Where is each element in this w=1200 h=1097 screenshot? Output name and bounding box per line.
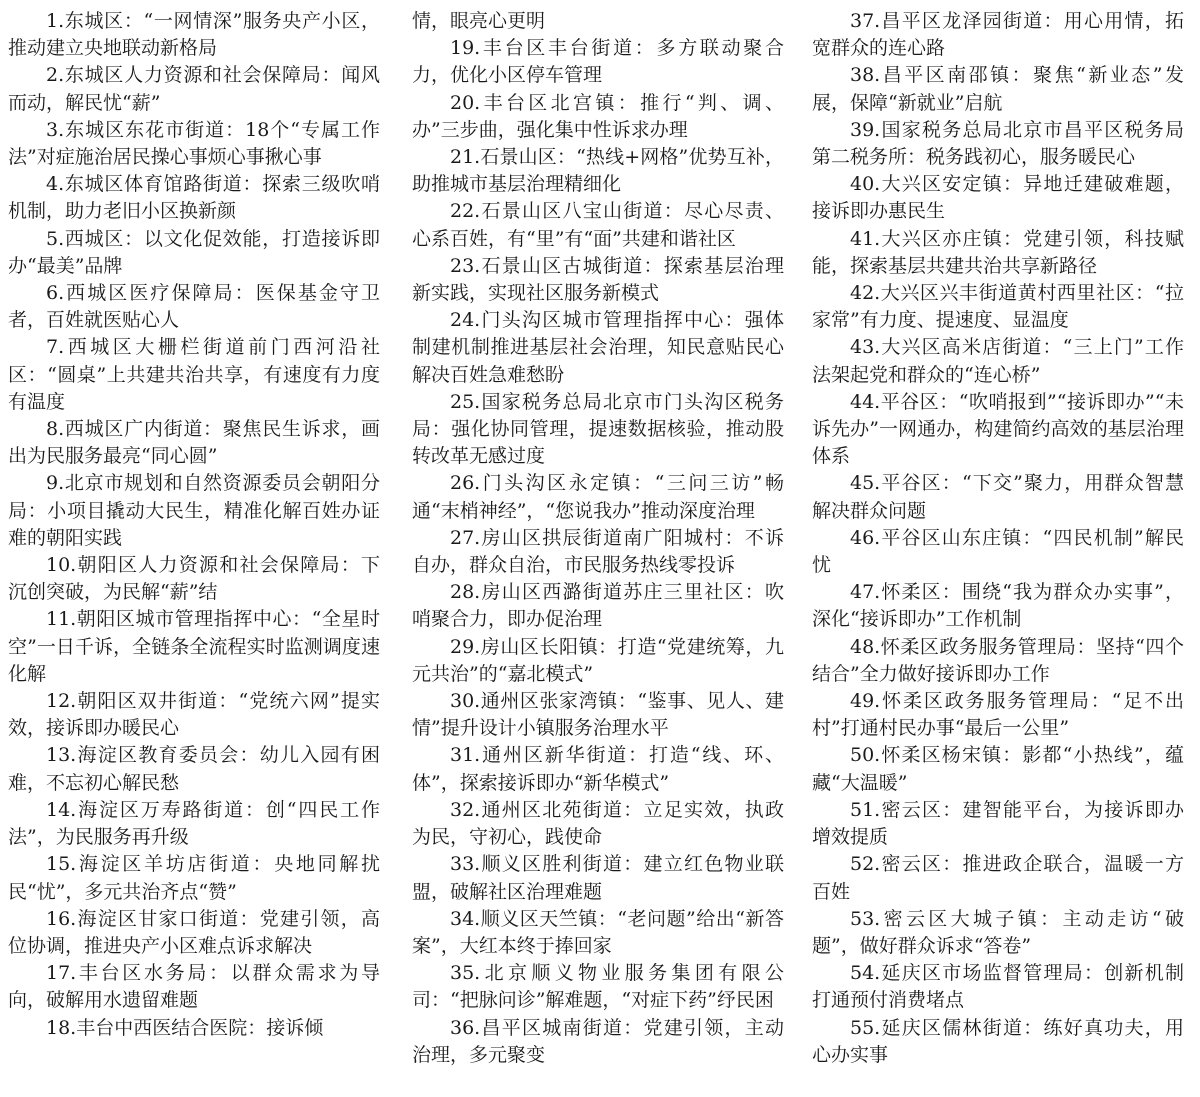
list-item: 30.通州区张家湾镇：“鉴事、见人、建情”提升设计小镇服务治理水平 xyxy=(412,690,784,740)
column-2 xyxy=(412,8,784,1069)
list-item: 40.大兴区安定镇：异地迁建破难题，接诉即办惠民生 xyxy=(812,173,1184,223)
list-item: 25.国家税务总局北京市门头沟区税务局：强化协同管理，提速数据核验，推动股转改革无感过度 xyxy=(412,390,784,468)
list-item: 55.延庆区儒林街道：练好真功夫，用心办实事 xyxy=(812,1016,1184,1066)
list-item: 16.海淀区甘家口街道：党建引领，高位协调，推进央产小区难点诉求解决 xyxy=(8,907,380,957)
list-item: 38.昌平区南邵镇：聚焦“新业态”发展，保障“新就业”启航 xyxy=(812,64,1184,114)
list-item: 10.朝阳区人力资源和社会保障局：下沉创突破，为民解“薪”结 xyxy=(8,554,380,604)
list-item: 17.丰台区水务局：以群众需求为导向，破解用水遗留难题 xyxy=(8,962,380,1012)
list-item: 29.房山区长阳镇：打造“党建统筹，九元共治”的“嘉北模式” xyxy=(412,635,784,685)
list-item: 14.海淀区万寿路街道：创“四民工作法”，为民服务再升级 xyxy=(8,798,380,849)
list-item: 36.昌平区城南街道：党建引领，主动治理，多元聚变 xyxy=(412,1016,784,1066)
list-item: 13.海淀区教育委员会：幼儿入园有困难，不忘初心解民愁 xyxy=(8,744,380,794)
list-item: 15.海淀区羊坊店街道：央地同解扰民“忧”，多元共治齐点“赞” xyxy=(8,853,380,903)
list-item: 7.西城区大栅栏街道前门西河沿社区：“圆桌”上共建共治共享，有速度有力度有温度 xyxy=(8,336,380,413)
list-item: 43.大兴区高米店街道：“三上门”工作法架起党和群众的“连心桥” xyxy=(812,336,1184,386)
list-item: 48.怀柔区政务服务管理局：坚持“四个结合”全力做好接诉即办工作 xyxy=(812,635,1184,685)
list-item: 46.平谷区山东庄镇：“四民机制”解民忧 xyxy=(812,526,1184,577)
list-item: 3.东城区东花市街道：18个“专属工作法”对症施治居民操心事烦心事揪心事 xyxy=(8,118,380,169)
list-item-continuation: 情，眼亮心更明 xyxy=(412,10,546,32)
list-item: 28.房山区西潞街道苏庄三里社区：吹哨聚合力，即办促治理 xyxy=(412,581,784,631)
list-item: 20.丰台区北宫镇：推行“判、调、办”三步曲，强化集中性诉求办理 xyxy=(412,91,784,141)
column-1 xyxy=(8,8,380,1042)
list-item: 33.顺义区胜利街道：建立红色物业联盟，破解社区治理难题 xyxy=(412,853,784,903)
list-item: 2.东城区人力资源和社会保障局：闻风而动，解民忧“薪” xyxy=(8,64,380,114)
list-item: 12.朝阳区双井街道：“党统六网”提实效，接诉即办暖民心 xyxy=(8,690,380,740)
list-item: 26.门头沟区永定镇：“三问三访”畅通“末梢神经”，“您说我办”推动深度治理 xyxy=(412,472,784,522)
list-item: 35.北京顺义物业服务集团有限公司：“把脉问诊”解难题，“对症下药”纾民困 xyxy=(412,962,784,1012)
list-item: 1.东城区：“一网情深”服务央产小区，推动建立央地联动新格局 xyxy=(8,10,380,60)
list-item: 18.丰台中西医结合医院：接诉倾 xyxy=(46,1016,324,1039)
list-item: 44.平谷区：“吹哨报到”“接诉即办”“未诉先办”一网通办，构建简约高效的基层治理体系 xyxy=(812,390,1184,468)
list-item: 42.大兴区兴丰街道黄村西里社区：“拉家常”有力度、提速度、显温度 xyxy=(812,282,1184,332)
list-item: 54.延庆区市场监督管理局：创新机制打通预付消费堵点 xyxy=(812,962,1184,1012)
list-item: 49.怀柔区政务服务管理局：“足不出村”打通村民办事“最后一公里” xyxy=(812,690,1184,740)
list-item: 27.房山区拱辰街道南广阳城村：不诉自办，群众自治，市民服务热线零投诉 xyxy=(412,526,784,577)
list-item: 5.西城区：以文化促效能，打造接诉即办“最美”品牌 xyxy=(8,227,380,277)
list-item: 32.通州区北苑街道：立足实效，执政为民，守初心，践使命 xyxy=(412,798,784,849)
list-item: 53.密云区大城子镇：主动走访“破题”，做好群众诉求“答卷” xyxy=(812,907,1184,957)
list-item: 24.门头沟区城市管理指挥中心：强体制建机制推进基层社会治理，知民意贴民心解决百姓急难愁盼 xyxy=(412,309,784,386)
list-item: 4.东城区体育馆路街道：探索三级吹哨机制，助力老旧小区换新颜 xyxy=(8,173,380,223)
list-item: 39.国家税务总局北京市昌平区税务局第二税务所：税务践初心，服务暖民心 xyxy=(812,118,1184,169)
column-3 xyxy=(812,8,1184,1069)
list-item: 51.密云区：建智能平台，为接诉即办增效提质 xyxy=(812,798,1184,849)
list-item: 50.怀柔区杨宋镇：影都“小热线”，蕴藏“大温暖” xyxy=(812,744,1184,794)
list-item: 52.密云区：推进政企联合，温暖一方百姓 xyxy=(812,853,1184,903)
list-item: 41.大兴区亦庄镇：党建引领，科技赋能，探索基层共建共治共享新路径 xyxy=(812,227,1184,277)
list-item: 23.石景山区古城街道：探索基层治理新实践，实现社区服务新模式 xyxy=(412,254,784,305)
list-item: 31.通州区新华街道：打造“线、环、体”，探索接诉即办“新华模式” xyxy=(412,744,784,794)
list-item: 11.朝阳区城市管理指挥中心：“全星时空”一日千诉，全链条全流程实时监测调度速化解 xyxy=(8,608,380,685)
list-item: 9.北京市规划和自然资源委员会朝阳分局：小项目撬动大民生，精准化解百姓办证难的朝阳实践 xyxy=(8,472,380,549)
list-item: 19.丰台区丰台街道：多方联动聚合力，优化小区停车管理 xyxy=(412,37,784,87)
list-item: 34.顺义区天竺镇：“老问题”给出“新答案”，大红本终于捧回家 xyxy=(412,907,784,957)
list-item: 45.平谷区：“下交”聚力，用群众智慧解决群众问题 xyxy=(812,472,1184,522)
list-item: 6.西城区医疗保障局：医保基金守卫者，百姓就医贴心人 xyxy=(8,282,380,332)
list-item: 21.石景山区：“热线+网格”优势互补，助推城市基层治理精细化 xyxy=(412,146,784,196)
list-item: 22.石景山区八宝山街道：尽心尽责、心系百姓，有“里”有“面”共建和谐社区 xyxy=(412,200,784,250)
list-item: 47.怀柔区：围绕“我为群众办实事”，深化“接诉即办”工作机制 xyxy=(812,581,1184,631)
list-item: 37.昌平区龙泽园街道：用心用情，拓宽群众的连心路 xyxy=(812,10,1184,60)
list-item: 8.西城区广内街道：聚焦民生诉求，画出为民服务最亮“同心圆” xyxy=(8,418,380,468)
